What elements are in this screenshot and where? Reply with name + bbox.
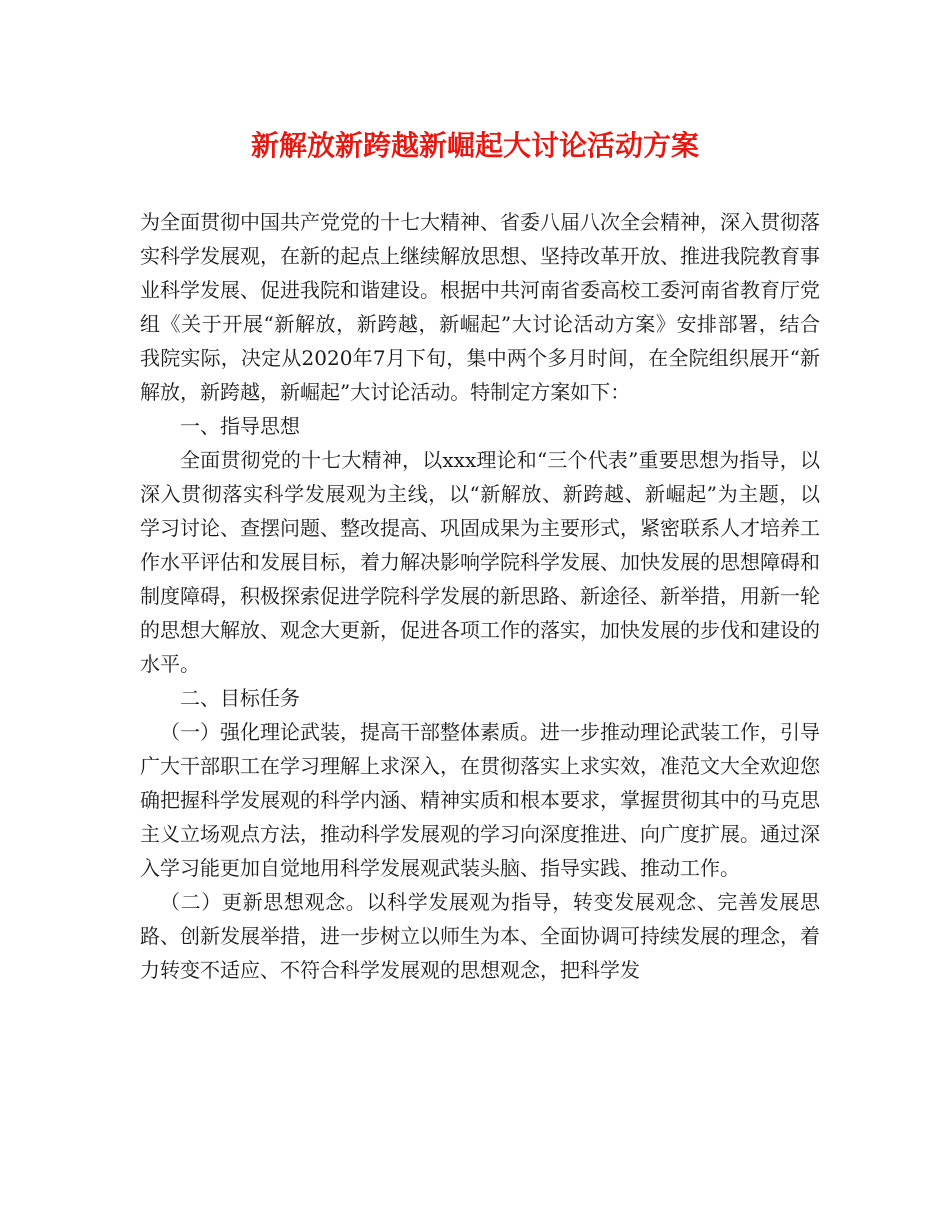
guiding-thought-paragraph: 全面贯彻党的十七大精神，以xxx理论和“三个代表”重要思想为指导，以深入贯彻落实科学发展观为主线，以“新解放、新跨越、新崛起”为主题，以学习讨论、查摆问题、整改提高、巩固成果为主要形式，紧密联系人才培养工作水平评估和发展目标，着力解决影响学院科学发展、加快发展的思想障碍和制度障碍，积极探索促进学院科学发展的新思路、新途径、新举措，用新一轮的思想大解放、观念大更新，促进各项工作的落实，加快发展的步伐和建设的水平。 <box>140 448 820 676</box>
section-heading-goals-tasks: 二、目标任务 <box>180 686 300 710</box>
intro-paragraph: 为全面贯彻中国共产党党的十七大精神、省委八届八次全会精神，深入贯彻落实科学发展观，在新的起点上继续解放思想、坚持改革开放、推进我院教育事业科学发展、促进我院和谐建设。根据中共河南省委高校工委河南省教育厅党组《关于开展“新解放，新跨越，新崛起”大讨论活动方案》安排部署，结合我院实际，决定从2020年7月下旬，集中两个多月时间，在全院组织展开“新解放，新跨越，新崛起”大讨论活动。特制定方案如下： <box>140 210 820 404</box>
document-title: 新解放新跨越新崛起大讨论活动方案 <box>250 129 699 162</box>
goal-item-1-paragraph: （一）强化理论武装，提高干部整体素质。进一步推动理论武装工作，引导广大干部职工在学习理解上求深入，在贯彻落实上求实效，准范文大全欢迎您确把握科学发展观的科学内涵、精神实质和根本要求，掌握贯彻其中的马克思主义立场观点方法，推动科学发展观的学习向深度推进、向广度扩展。通过深入学习能更加自觉地用科学发展观武装头脑、指导实践、推动工作。 <box>140 720 820 880</box>
goal-item-2-paragraph: （二）更新思想观念。以科学发展观为指导，转变发展观念、完善发展思路、创新发展举措，进一步树立以师生为本、全面协调可持续发展的理念，着力转变不适应、不符合科学发展观的思想观念，把科学发 <box>140 890 820 982</box>
section-heading-guiding-thought: 一、指导思想 <box>180 414 300 438</box>
document-body <box>140 205 820 987</box>
